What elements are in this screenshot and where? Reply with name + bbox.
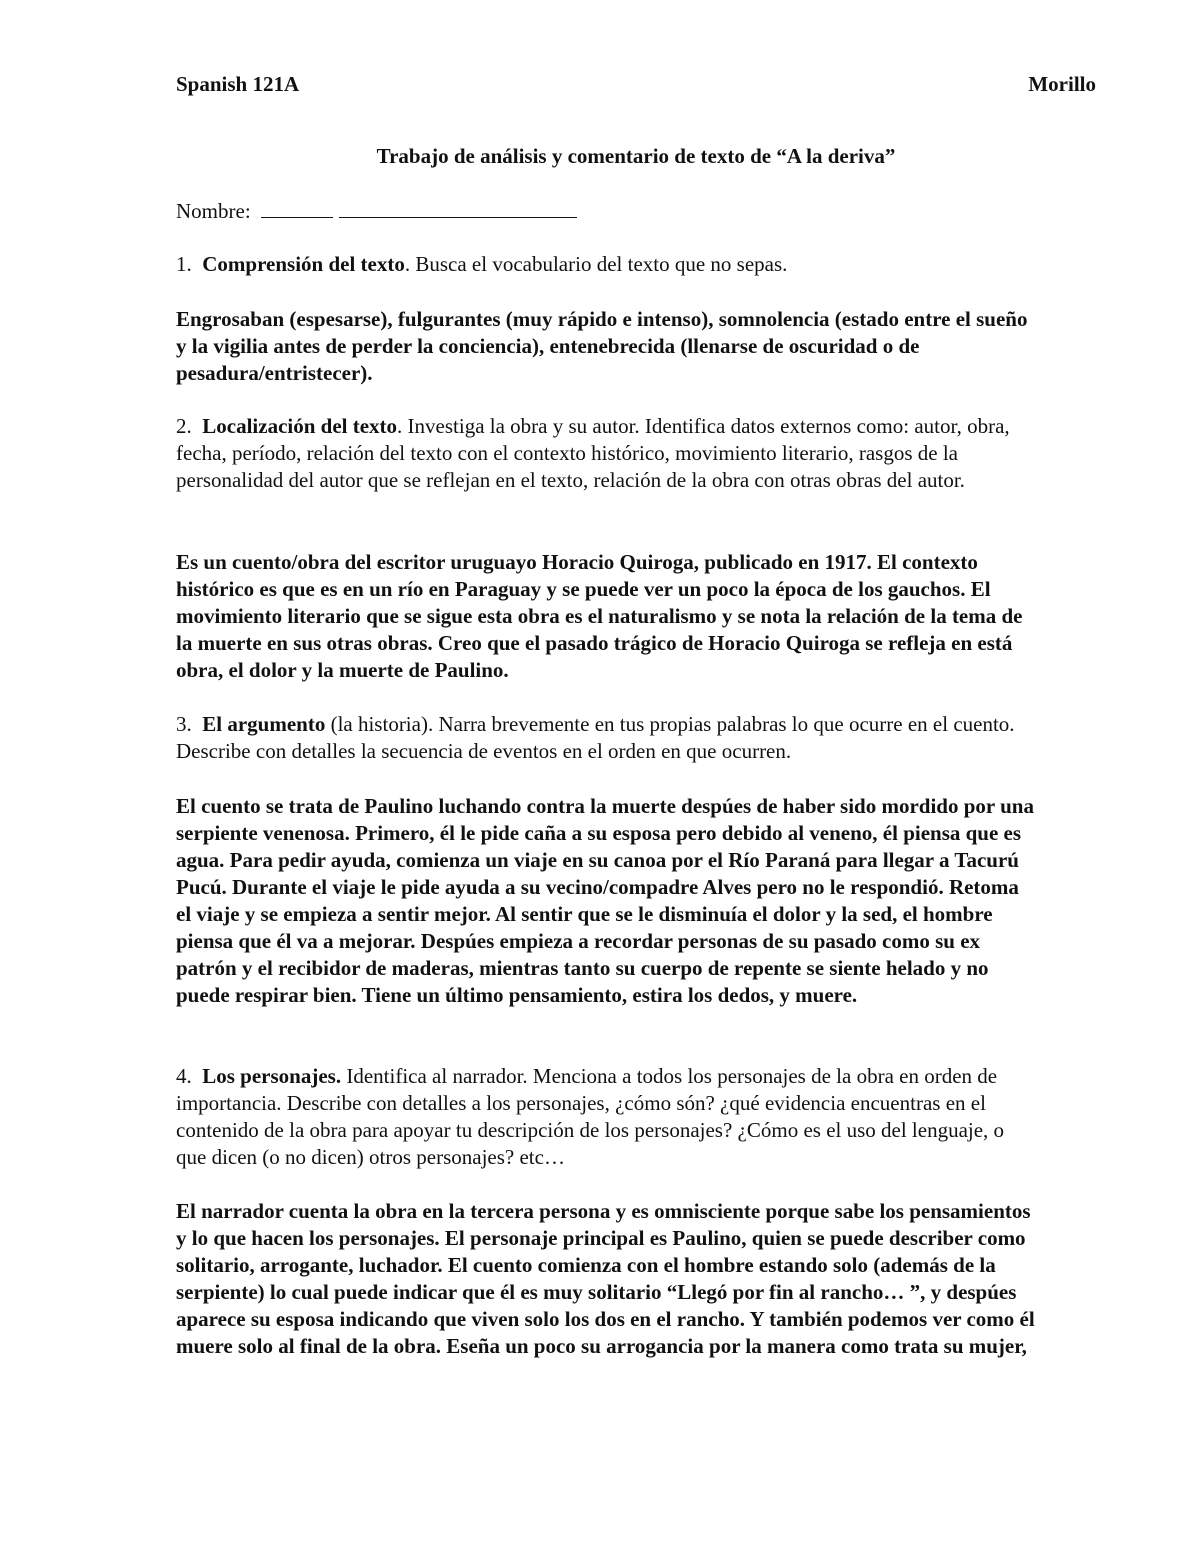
section-2-prompt-text: . Investiga la obra y su autor. Identifica datos externos como: autor, obra, fecha, período, relación del texto con el contexto histórico, movimiento literario, rasgos de la personalidad del autor que se reflejan en el texto, relación de la obra con otras obras del autor. xyxy=(176,414,1010,492)
name-field-row xyxy=(176,197,577,224)
section-3-prompt xyxy=(176,711,1036,765)
section-3-heading: El argumento xyxy=(202,712,326,736)
section-1-answer: Engrosaban (espesarse), fulgurantes (muy rápido e intenso), somnolencia (estado entre el sueño y la vigilia antes de perder la conciencia), entenebrecida (llenarse de oscuridad o de pesadura/entristecer). xyxy=(176,307,1028,385)
section-2-answer: Es un cuento/obra del escritor uruguayo Horacio Quiroga, publicado en 1917. El contexto histórico es que es en un río en Paraguay y se puede ver un poco la época de los gauchos. El movimiento literario que se sigue esta obra es el naturalismo y se nota la relación de la tema de la muerte en sus otras obras. Creo que el pasado trágico de Horacio Quiroga se refleja en está obra, el dolor y la muerte de Paulino. xyxy=(176,550,1023,682)
section-4-prompt-text: Identifica al narrador. Menciona a todos los personajes de la obra en orden de importancia. Describe con detalles a los personajes, ¿cómo són? ¿qué evidencia encuentras en el contenido de la obra para apoyar tu descripción de los personajes? ¿Cómo es el uso del lenguaje, o que dicen (o no dicen) otros personajes? etc… xyxy=(176,1064,1005,1169)
section-2-prompt xyxy=(176,413,1036,494)
section-3-answer: El cuento se trata de Paulino luchando contra la muerte despúes de haber sido mordido por una serpiente venenosa. Primero, él le pide caña a su esposa pero debido al veneno, él piensa que es agua. Para pedir ayuda, comienza un viaje en su canoa por el Río Paraná para llegar a Tacurú Pucú. Durante el viaje le pide ayuda a su vecino/compadre Alves pero no le respondió. Retoma el viaje y se empieza a sentir mejor. Al sentir que se le disminuía el dolor y la sed, el hombre piensa que él va a mejorar. Despúes empieza a recordar personas de su pasado como su ex patrón y el recibidor de maderas, mientras tanto su cuerpo de repente se siente helado y no puede respirar bien. Tiene un último pensamiento, estira los dedos, y muere. xyxy=(176,794,1034,1007)
section-4-prompt xyxy=(176,1063,1036,1171)
course-label: Spanish 121A xyxy=(176,72,300,96)
section-4-number: 4. xyxy=(176,1064,192,1088)
section-2-number: 2. xyxy=(176,414,192,438)
page-header xyxy=(176,72,1096,102)
name-label: Nombre: xyxy=(176,199,251,223)
section-4-answer: El narrador cuenta la obra en la tercera persona y es omnisciente porque sabe los pensamientos y lo que hacen los personajes. El personaje principal es Paulino, quien se puede describer como solitario, arrogante, luchador. El cuento comienza con el hombre estando solo (además de la serpiente) lo cual puede indicar que él es muy solitario “Llegó por fin al rancho… ”, y despúes aparece su esposa indicando que viven solo los dos en el rancho. Y también podemos ver como él muere solo al final de la obra. Eseña un poco su arrogancia por la manera como trata su mujer, xyxy=(176,1199,1035,1358)
name-blank-long xyxy=(339,197,577,218)
section-1-heading: Comprensión del texto xyxy=(202,252,405,276)
section-2-heading: Localización del texto xyxy=(202,414,398,438)
document-title: Trabajo de análisis y comentario de texto de “A la deriva” xyxy=(376,144,896,168)
instructor-name: Morillo xyxy=(1028,72,1096,96)
section-1-prompt xyxy=(176,251,1036,278)
section-3-prompt-text: (la historia). Narra brevemente en tus propias palabras lo que ocurre en el cuento. Describe con detalles la secuencia de eventos en el orden en que ocurren. xyxy=(176,712,1015,763)
section-1-prompt-text: . Busca el vocabulario del texto que no sepas. xyxy=(404,252,788,276)
section-1-number: 1. xyxy=(176,252,192,276)
section-4-heading: Los personajes. xyxy=(202,1064,342,1088)
name-blank-short xyxy=(261,197,333,218)
section-3-number: 3. xyxy=(176,712,192,736)
